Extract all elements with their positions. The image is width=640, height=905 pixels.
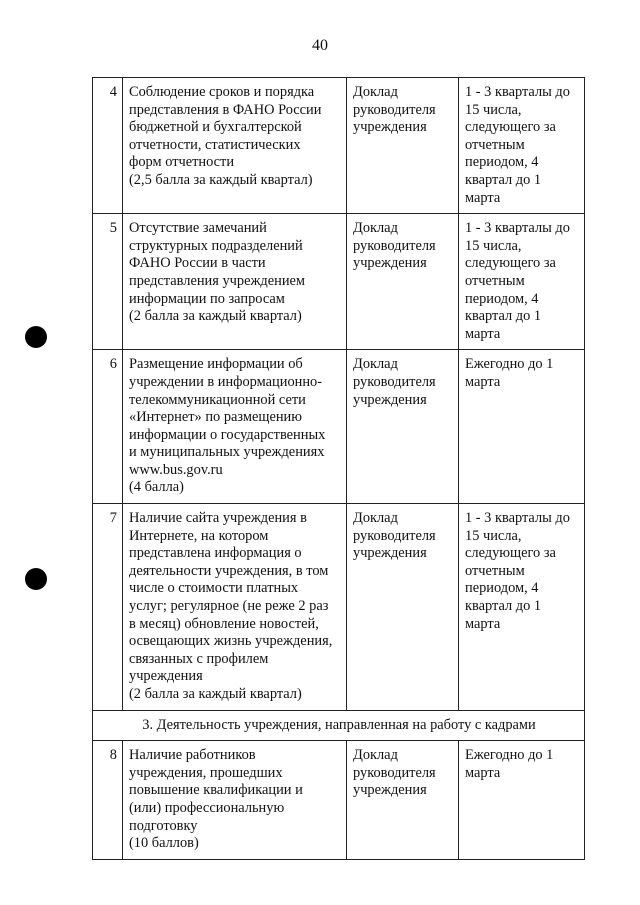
indicator-cell-line: структурных подразделений [129, 237, 303, 254]
indicator-cell-line: подготовку [129, 817, 198, 834]
indicator-cell-line: отчетности, статистических [129, 136, 301, 153]
source-cell [347, 350, 459, 504]
indicator-cell-line: представления в ФАНО России [129, 101, 322, 118]
table-row [93, 350, 585, 504]
source-cell-line: руководителя [353, 101, 436, 118]
indicator-cell-line: повышение квалификации и [129, 782, 303, 799]
indicator-cell-line: (или) профессиональную [129, 799, 285, 816]
indicator-cell-line: деятельности учреждения, в том [129, 562, 329, 579]
row-number: 6 [93, 350, 123, 504]
indicator-cell-line: (2,5 балла за каждый квартал) [129, 171, 313, 188]
deadline-cell-line: следующего за [465, 255, 556, 272]
indicator-cell-line: телекоммуникационной сети [129, 391, 306, 408]
source-cell-line: учреждения [353, 255, 427, 272]
indicator-cell [123, 741, 347, 860]
indicator-cell-line: www.bus.gov.ru [129, 461, 223, 478]
indicator-cell-line: числе о стоимости платных [129, 580, 299, 597]
punch-hole-mark [25, 568, 47, 590]
indicator-cell-line: связанных с профилем [129, 650, 269, 667]
source-cell-line: Доклад [353, 84, 398, 100]
deadline-cell-line: квартал до 1 [465, 308, 542, 325]
indicator-cell-line: (10 баллов) [129, 835, 199, 852]
deadline-cell [459, 214, 585, 350]
deadline-cell-line: периодом, 4 [465, 290, 539, 307]
indicator-cell-line: учреждении в информационно- [129, 373, 323, 390]
indicator-cell-line: (2 балла за каждый квартал) [129, 308, 302, 325]
row-number: 7 [93, 504, 123, 711]
source-cell-line: руководителя [353, 527, 436, 544]
deadline-cell-line: 1 - 3 кварталы до [465, 84, 570, 100]
deadline-cell-line: марта [465, 373, 501, 390]
deadline-cell [459, 350, 585, 504]
deadline-cell-line: 1 - 3 кварталы до [465, 220, 570, 237]
deadline-cell-line: 1 - 3 кварталы до [465, 510, 570, 527]
deadline-cell-line: марта [465, 325, 501, 342]
indicators-table-body [93, 78, 585, 860]
indicator-cell-line: Отсутствие замечаний [129, 220, 267, 237]
source-cell-line: Доклад [353, 220, 398, 237]
deadline-cell-line: 15 числа, [465, 101, 522, 118]
deadline-cell-line: отчетным [465, 272, 525, 289]
indicator-cell-line: в месяц) обновление новостей, [129, 615, 319, 632]
deadline-cell-line: Ежегодно до 1 [465, 356, 554, 373]
deadline-cell-line: Ежегодно до 1 [465, 747, 554, 764]
deadline-cell [459, 741, 585, 860]
source-cell [347, 504, 459, 711]
punch-hole-mark [25, 326, 47, 348]
indicator-cell-line: учреждения, прошедших [129, 764, 283, 781]
indicator-cell-line: представлена информация о [129, 545, 302, 562]
table-row [93, 78, 585, 214]
deadline-cell-line: 15 числа, [465, 527, 522, 544]
section-heading: 3. Деятельность учреждения, направленная на работу с кадрами [93, 710, 585, 741]
deadline-cell-line: квартал до 1 [465, 171, 542, 188]
indicator-cell-line: Размещение информации об [129, 356, 303, 373]
deadline-cell-line: следующего за [465, 119, 556, 136]
deadline-cell-line: отчетным [465, 562, 525, 579]
deadline-cell-line: периодом, 4 [465, 154, 539, 171]
indicator-cell [123, 214, 347, 350]
deadline-cell-line: 15 числа, [465, 237, 522, 254]
row-number: 8 [93, 741, 123, 860]
indicator-cell-line: Соблюдение сроков и порядка [129, 84, 315, 100]
source-cell-line: Доклад [353, 356, 398, 373]
indicator-cell-line: информации по запросам [129, 290, 285, 307]
source-cell [347, 741, 459, 860]
source-cell-line: учреждения [353, 119, 427, 136]
indicator-cell-line: «Интернет» по размещению [129, 409, 303, 426]
row-number: 5 [93, 214, 123, 350]
source-cell-line: учреждения [353, 391, 427, 408]
table-row [93, 214, 585, 350]
deadline-cell-line: отчетным [465, 136, 525, 153]
indicator-cell-line: Наличие работников [129, 747, 256, 764]
indicator-cell-line: (4 балла) [129, 479, 184, 496]
indicator-cell-line: Наличие сайта учреждения в [129, 510, 307, 527]
indicator-cell-line: и муниципальных учреждениях [129, 444, 325, 461]
source-cell-line: учреждения [353, 782, 427, 799]
deadline-cell [459, 504, 585, 711]
indicator-cell-line: представления учреждением [129, 272, 306, 289]
table-row [93, 504, 585, 711]
source-cell-line: учреждения [353, 545, 427, 562]
indicator-cell-line: бюджетной и бухгалтерской [129, 119, 302, 136]
deadline-cell-line: периодом, 4 [465, 580, 539, 597]
source-cell-line: Доклад [353, 747, 398, 764]
source-cell [347, 78, 459, 214]
deadline-cell-line: квартал до 1 [465, 598, 542, 615]
source-cell-line: Доклад [353, 510, 398, 527]
deadline-cell-line: следующего за [465, 545, 556, 562]
table-row [93, 741, 585, 860]
section-heading-row [93, 710, 585, 741]
indicator-cell-line: Интернете, на котором [129, 527, 269, 544]
source-cell-line: руководителя [353, 764, 436, 781]
indicator-cell-line: услуг; регулярное (не реже 2 раз [129, 598, 329, 615]
deadline-cell-line: марта [465, 764, 501, 781]
deadline-cell-line: марта [465, 189, 501, 206]
indicator-cell-line: (2 балла за каждый квартал) [129, 686, 302, 702]
indicator-cell [123, 78, 347, 214]
row-number: 4 [93, 78, 123, 214]
indicator-cell [123, 504, 347, 711]
indicators-table [92, 77, 585, 860]
indicator-cell-line: учреждения [129, 668, 203, 685]
indicator-cell-line: освещающих жизнь учреждения, [129, 633, 333, 650]
indicator-cell-line: форм отчетности [129, 154, 235, 171]
deadline-cell-line: марта [465, 615, 501, 632]
indicator-cell-line: ФАНО России в части [129, 255, 266, 272]
indicator-cell-line: информации о государственных [129, 426, 326, 443]
source-cell-line: руководителя [353, 373, 436, 390]
indicator-cell [123, 350, 347, 504]
page-number: 40 [312, 37, 328, 54]
source-cell [347, 214, 459, 350]
deadline-cell [459, 78, 585, 214]
source-cell-line: руководителя [353, 237, 436, 254]
